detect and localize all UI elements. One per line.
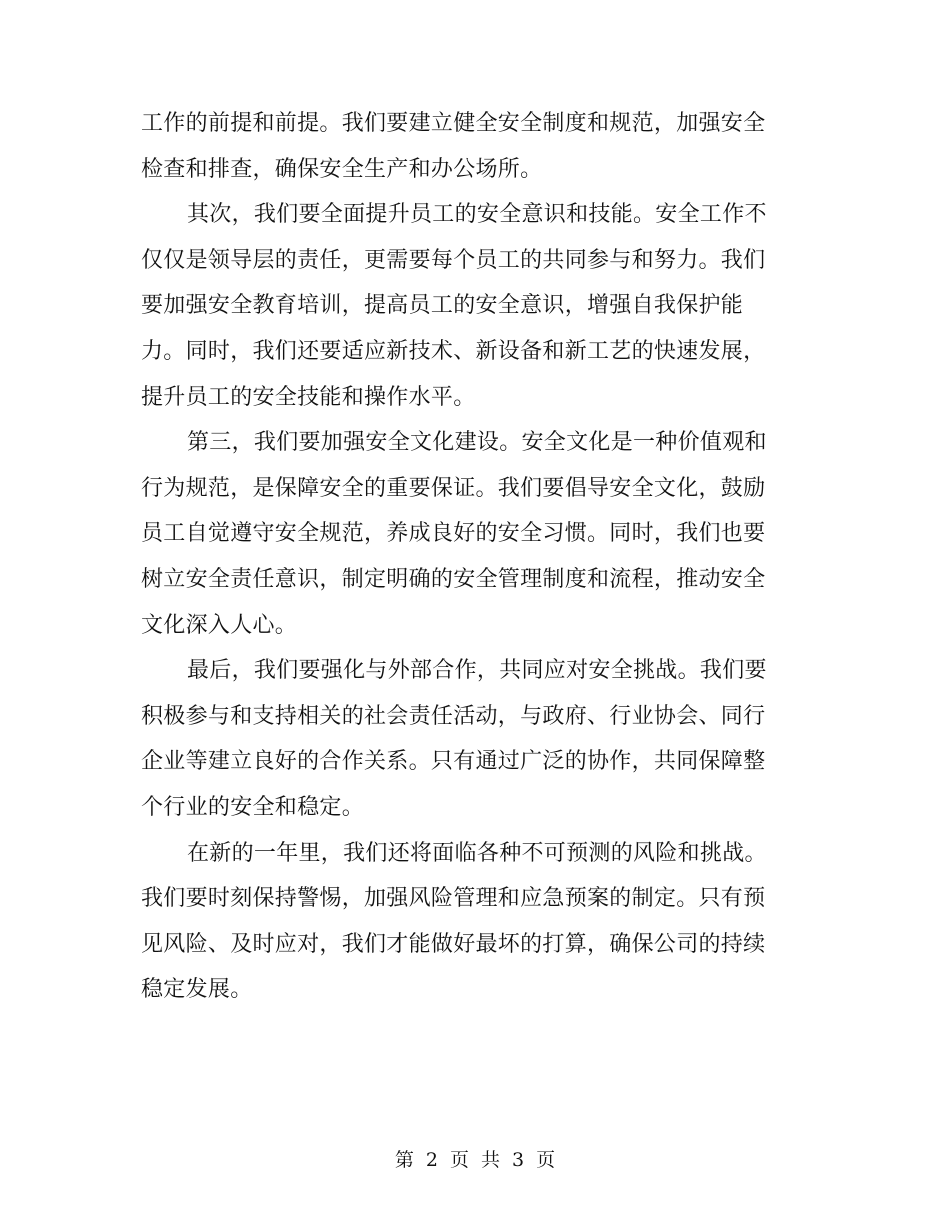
text-line: 要加强安全教育培训，提高员工的安全意识，增强自我保护能 xyxy=(141,293,744,319)
text-line: 稳定发展。 xyxy=(141,977,253,1003)
page-number-footer: 第 2 页 共 3 页 xyxy=(394,1149,556,1171)
text-line: 文化深入人心。 xyxy=(141,612,298,638)
document-body xyxy=(141,101,801,1013)
text-line: 树立安全责任意识，制定明确的安全管理制度和流程，推动安全 xyxy=(141,566,766,592)
text-line: 力。同时，我们还要适应新技术、新设备和新工艺的快速发展， xyxy=(141,338,766,364)
text-line: 第三，我们要加强安全文化建设。安全文化是一种价值观和 xyxy=(187,430,767,456)
text-line: 行为规范，是保障安全的重要保证。我们要倡导安全文化，鼓励 xyxy=(141,475,766,501)
text-line: 积极参与和支持相关的社会责任活动，与政府、行业协会、同行 xyxy=(141,703,766,729)
text-line: 仅仅是领导层的责任，更需要每个员工的共同参与和努力。我们 xyxy=(141,247,766,273)
text-line: 检查和排查，确保安全生产和办公场所。 xyxy=(141,156,543,182)
text-line: 其次，我们要全面提升员工的安全意识和技能。安全工作不 xyxy=(187,202,767,228)
text-line: 我们要时刻保持警惕，加强风险管理和应急预案的制定。只有预 xyxy=(141,886,766,912)
text-line: 个行业的安全和稳定。 xyxy=(141,794,365,820)
text-line: 员工自觉遵守安全规范，养成良好的安全习惯。同时，我们也要 xyxy=(141,521,766,547)
text-line: 企业等建立良好的合作关系。只有通过广泛的协作，共同保障整 xyxy=(141,749,766,775)
text-line: 在新的一年里，我们还将面临各种不可预测的风险和挑战。 xyxy=(187,840,767,866)
text-line: 提升员工的安全技能和操作水平。 xyxy=(141,384,476,410)
text-line: 工作的前提和前提。我们要建立健全安全制度和规范，加强安全 xyxy=(141,111,766,136)
text-line: 最后，我们要强化与外部合作，共同应对安全挑战。我们要 xyxy=(187,658,767,684)
text-line: 见风险、及时应对，我们才能做好最坏的打算，确保公司的持续 xyxy=(141,931,766,957)
